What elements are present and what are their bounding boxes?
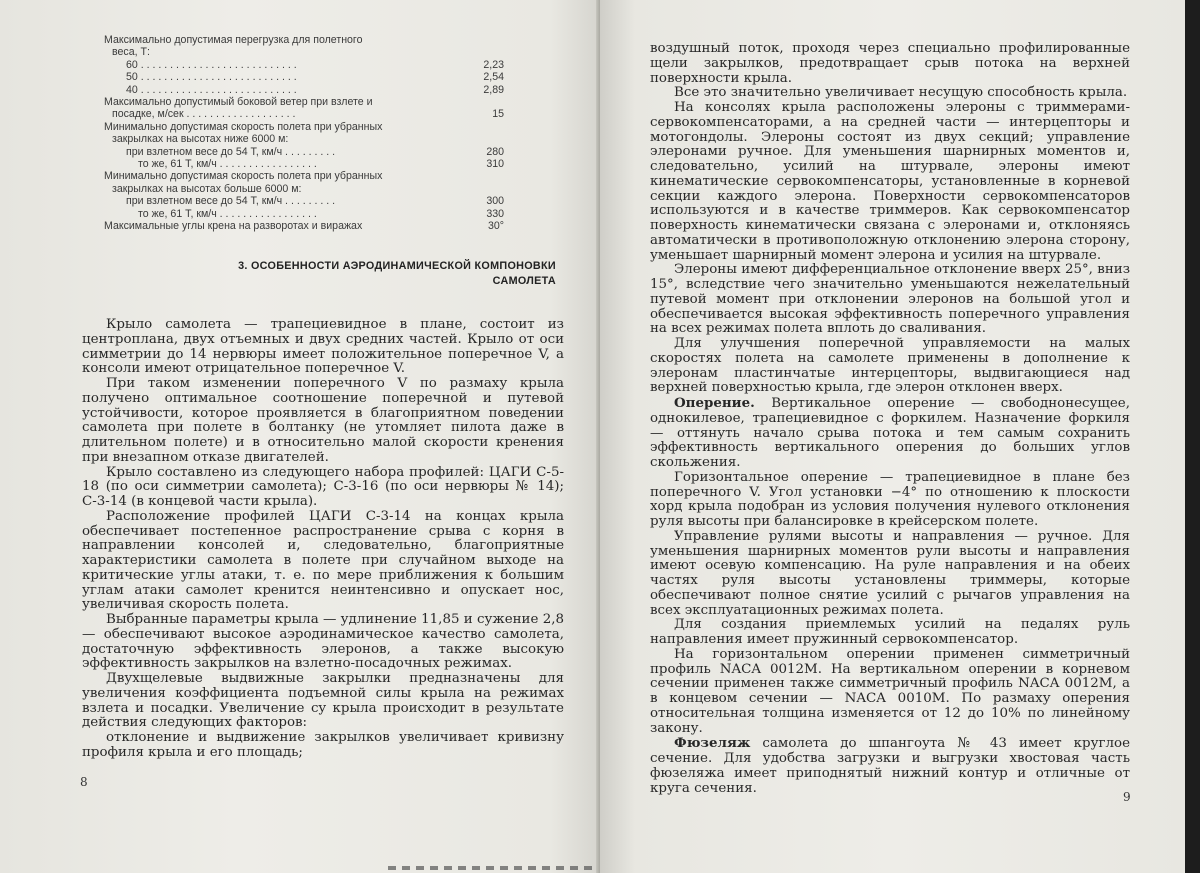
body-text-left [82,318,564,761]
spec-row [104,195,504,207]
left-page [0,0,598,873]
paragraph: отклонение и выдвижение закрылков увеличивает кривизну профиля крыла и его площадь; [82,730,564,760]
spec-label: Минимально допустимая скорость полета при убранных [104,170,383,183]
spec-row [104,183,504,195]
spec-label: закрылках на высотах больше 6000 м: [112,182,302,195]
spec-label: 40 . . . . . . . . . . . . . . . . . . . . . . . . . . . [126,83,297,96]
spec-row [104,208,504,220]
body-text-right [650,42,1130,796]
spec-value: 300 [486,195,504,208]
paragraph: Выбранные параметры крыла — удлинение 11,85 и сужение 2,8 — обеспечивают высокое аэродинамическое качество самолета, достаточную эффективность элеронов, а также высокую эффективность закрылков на взлетно-посадочных режимах. [82,612,564,672]
run-in-heading: Оперение. [674,395,755,411]
spec-row [104,71,504,83]
spec-label: то же, 61 Т, км/ч . . . . . . . . . . . . . . . . . [138,158,317,171]
paragraph-text: самолета до шпангоута № 43 имеет круглое сечение. Для удобства загрузки и выгрузки хвостовая часть фюзеляжа имеет приподнятый нижний контур и отличные от круга сечения. [650,736,1130,796]
spec-label: при взлетном весе до 54 Т, км/ч . . . . . . . . . [126,195,336,208]
spec-label: веса, Т: [112,46,150,59]
spec-label: то же, 61 Т, км/ч . . . . . . . . . . . . . . . . . [138,207,317,220]
section-heading-line: 3. ОСОБЕННОСТИ АЭРОДИНАМИЧЕСКОЙ КОМПОНОВКИ [238,260,556,272]
spec-label: Максимально допустимая перегрузка для полетного [104,34,363,46]
spec-label: Максимальные углы крена на разворотах и виражах [104,220,363,233]
paragraph: При таком изменении поперечного V по размаху крыла получено оптимальное соотношение поперечной и путевой устойчивости, которое проявляется в благоприятном поведении самолета при полете в болтанку (не утомляет пилота даже в длительном полете) и в относительно малой скорости кренения при внезапном отказе двигателей. [82,376,564,465]
spec-label: закрылках на высотах ниже 6000 м: [112,133,289,146]
spec-table [104,34,504,233]
paragraph: Для улучшения поперечной управляемости на малых скоростях полета на самолете применены в дополнение к элеронам пластинчатые интерцепторы, выдвигающиеся над верхней поверхностью крыла, где элерон отклонен вверх. [650,336,1130,396]
paragraph: Для создания приемлемых усилий на педалях руль направления имеет пружинный сервокомпенсатор. [650,617,1130,647]
paragraph: Элероны имеют дифференциальное отклонение вверх 25°, вниз 15°, вследствие чего значительно уменьшаются нежелательный путевой момент при отклонении элеронов на большой угол и обеспечивается высокая эффективность поперечного управления на всех режимах полета вплоть до сваливания. [650,262,1130,337]
spec-label: 60 . . . . . . . . . . . . . . . . . . . . . . . . . . . [126,58,297,71]
paragraph: На консолях крыла расположены элероны с триммерами-сервокомпенсаторами, а на средней части — интерцепторы и мотогондолы. Элероны состоят из двух секций; управление элеронами ручное. Для уменьшения шарнирных моментов и, следовательно, усилий на штурвале, элероны имеют кинематические сервокомпенсаторы, установленные в корневой секции каждого элерона. Поверхности сервокомпенсаторов используются и в качестве триммеров. Как сервокомпенсатор поверхность кинематически связана с элеронами и, отклоняясь автоматически в противоположную отклонению элерона сторону, уменьшает шарнирный момент элерона и усилия на штурвале. [650,100,1130,263]
right-page [600,0,1185,873]
spec-label: 50 . . . . . . . . . . . . . . . . . . . . . . . . . . . [126,71,297,84]
spec-value: 2,54 [483,71,504,84]
spec-row [104,158,504,170]
spec-label: Минимально допустимая скорость полета при убранных [104,120,383,133]
paragraph: воздушный поток, проходя через специально профилированные щели закрылков, предотвращает срыв потока на верхней поверхности крыла. [650,41,1130,86]
spec-row [104,170,504,182]
spec-value: 2,23 [483,58,504,71]
spec-row [104,84,504,96]
scan-marks [388,866,598,870]
spec-value: 330 [486,207,504,220]
paragraph: Все это значительно увеличивает несущую способность крыла. [674,85,1128,101]
spec-row [104,108,504,120]
spec-label: Максимально допустимый боковой ветер при взлете и [104,96,373,109]
page-number: 9 [1123,790,1131,804]
run-in-heading: Фюзеляж [674,735,751,752]
paragraph: Расположение профилей ЦАГИ С-3-14 на концах крыла обеспечивает постепенное распространение срыва с корня в направлении консолей и, следовательно, благоприятные характеристики самолета в полете при случайном выходе на критические углы атаки, т. е. по мере приближения к большим углам атаки самолет кренится неинтенсивно и опускает нос, увеличивая скорость полета. [82,508,564,613]
spec-label: при взлетном весе до 54 Т, км/ч . . . . . . . . . [126,145,336,158]
spec-label: посадке, м/сек . . . . . . . . . . . . . . . . . . . [112,108,296,121]
paragraph: Двухщелевые выдвижные закрылки предназначены для увеличения коэффициента подъемной силы крыла на режимах взлета и посадки. Увеличение cy крыла происходит в результате действия следующих факторов: [82,671,564,731]
spec-value: 2,89 [483,83,504,96]
section-heading [216,259,556,289]
spec-row [104,220,504,232]
scan-edge [1185,0,1200,873]
section-heading-line: САМОЛЕТА [492,275,556,287]
paragraph: Крыло самолета — трапециевидное в плане, состоит из центроплана, двух отъемных и двух средних частей. Крыло от оси симметрии до 14 нервюры имеет положительное поперечное V, а консоли имеют отрицательное поперечное V. [82,317,564,377]
spec-value: 280 [486,145,504,158]
spec-row [104,133,504,145]
spec-row [104,96,504,108]
spec-value: 15 [492,108,504,121]
page-number: 8 [80,775,88,789]
spec-row [104,121,504,133]
spec-row [104,34,504,46]
spec-row [104,46,504,58]
paragraph: Крыло составлено из следующего набора профилей: ЦАГИ С-5-18 (по оси симметрии самолета); С-3-16 (по оси нервюры № 14); С-3-14 (в концевой части крыла). [82,464,564,509]
paragraph: Горизонтальное оперение — трапециевидное в плане без поперечного V. Угол установки −4° по отношению к плоскости хорд крыла подобран из условия получения нулевого отклонения руля высоты при балансировке в крейсерском полете. [650,469,1130,529]
paragraph: На горизонтальном оперении применен симметричный профиль NACA 0012M. На вертикальном оперении в корневом сечении применен также симметричный профиль NACA 0012M, а в концевом сечении — NACA 0010M. По размаху оперения относительная толщина изменяется от 12 до 10% по линейному закону. [650,646,1130,736]
spec-row [104,59,504,71]
spec-value: 30° [487,220,504,233]
spec-row [104,146,504,158]
spec-value: 310 [486,158,504,171]
paragraph [650,736,1130,796]
paragraph: Управление рулями высоты и направления — ручное. Для уменьшения шарнирных моментов рули высоты и направления имеют осевую компенсацию. На руле направления и на обеих частях руля высоты установлены триммеры, которые обеспечивают полное снятие усилий с рычагов управления на всех эксплуатационных режимах полета. [650,528,1130,618]
paragraph [650,396,1130,471]
paragraph-text: Вертикальное оперение — свободнонесущее, однокилевое, трапециевидное с форкилем. Назначение форкиля — оттянуть начало срыва потока и тем самым сохранить эффективность вертикального оперения до больших углов скольжения. [650,396,1130,470]
